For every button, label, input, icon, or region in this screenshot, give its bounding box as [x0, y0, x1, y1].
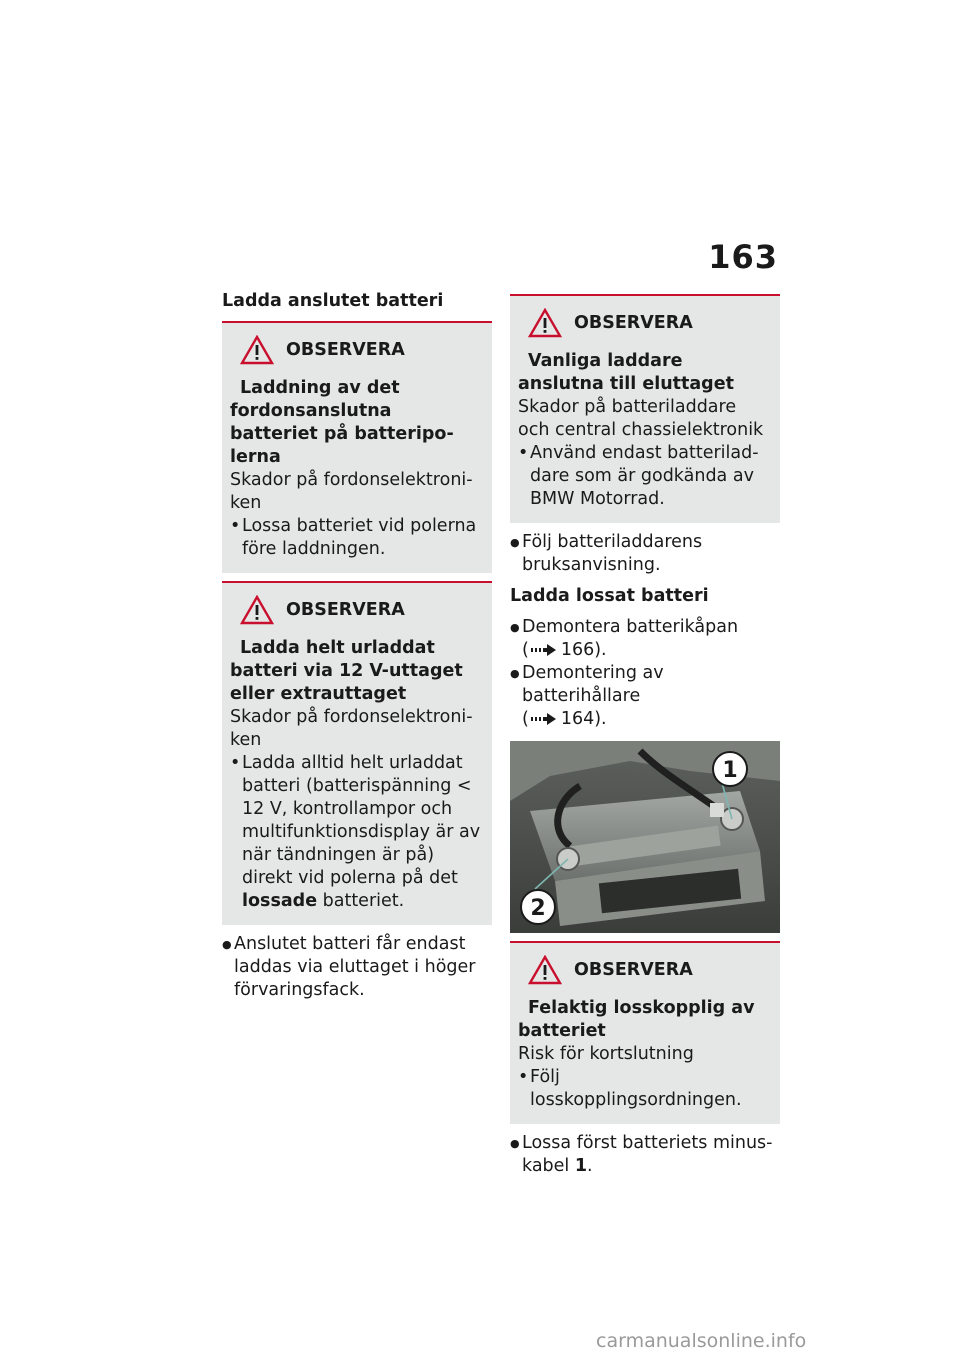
- step-text: Lossa först batteriets minuskabel: [522, 1133, 773, 1176]
- notice-box: [222, 581, 492, 925]
- notice-title: Laddning av det fordonsanslutna batteriet på batteripolerna: [230, 378, 454, 467]
- notice-text: Skador på fordonselektroniken: [230, 707, 473, 750]
- steps-list: [510, 1132, 780, 1178]
- step-text: Demontering av batterihållare: [522, 663, 664, 706]
- notice-list: [230, 515, 484, 561]
- notice-list-item: • Använd endast batteriladdare som är godkända av BMW Motorrad.: [518, 442, 772, 511]
- notice-text: Skador på batteriladdare och central chassielektronik: [518, 397, 764, 440]
- callout-reference: 1: [574, 1156, 588, 1176]
- right-column: [510, 294, 780, 1186]
- page-reference[interactable]: 164).: [560, 709, 607, 729]
- notice-box: [510, 941, 780, 1124]
- photo-callout-2: 2: [530, 896, 546, 921]
- notice-header: [240, 595, 484, 625]
- notice-label: OBSERVERA: [574, 312, 693, 333]
- section-heading-connected: Ladda anslutet batteri: [222, 291, 444, 311]
- notice-text: Risk för kortslutning: [518, 1044, 694, 1064]
- notice-text: Skador på fordonselektroniken: [230, 470, 473, 513]
- notice-box: [510, 294, 780, 523]
- notice-header: [240, 335, 484, 365]
- photo-callout-1: 1: [722, 758, 738, 783]
- step-item: ● Demontering av batterihållare ( 164).: [510, 662, 780, 731]
- section-heading-disconnected: Ladda lossat batteri: [510, 586, 709, 606]
- notice-header: [528, 955, 772, 985]
- warning-icon: [240, 335, 274, 365]
- page-reference-arrow-icon: [531, 644, 557, 656]
- emphasis-text: lossade: [242, 891, 318, 911]
- footer-watermark[interactable]: carmanualsonline.info: [596, 1330, 807, 1352]
- step-text: Demontera batterikåpan: [522, 617, 739, 637]
- notice-list: [230, 752, 484, 913]
- step-text-end: .: [587, 1156, 593, 1176]
- page-reference-arrow-icon: [531, 713, 557, 725]
- notice-label: OBSERVERA: [286, 599, 405, 620]
- battery-photo: [510, 741, 780, 933]
- step-item: ● Demontera batterikåpan ( 166).: [510, 616, 780, 662]
- page-number: 163: [708, 238, 778, 276]
- notice-box: [222, 321, 492, 573]
- notice-list: [518, 442, 772, 511]
- notice-list-item: • Följ losskopplingsordningen.: [518, 1066, 772, 1112]
- notice-title: Ladda helt urladdat batteri via 12 V-uttaget eller extrauttaget: [230, 638, 463, 704]
- notice-label: OBSERVERA: [574, 959, 693, 980]
- notice-label: OBSERVERA: [286, 339, 405, 360]
- notice-title: Vanliga laddare anslutna till eluttaget: [518, 351, 734, 394]
- notice-item-text: Ladda alltid helt urladdat batteri (batterispänning < 12 V, kontrollampor och multifunktionsdisplay är av när tändningen är på) direkt vid polerna på det: [242, 753, 481, 888]
- step-item: [510, 1132, 780, 1178]
- steps-list: [510, 616, 780, 731]
- notice-header: [528, 308, 772, 338]
- warning-icon: [528, 955, 562, 985]
- notice-list-item: [230, 752, 484, 913]
- page-reference[interactable]: 166).: [560, 640, 607, 660]
- warning-icon: [528, 308, 562, 338]
- notice-list-item: • Lossa batteriet vid polerna före laddningen.: [230, 515, 484, 561]
- notice-title: Felaktig losskopplig av batteriet: [518, 998, 755, 1041]
- steps-list: [510, 531, 780, 577]
- left-column: [222, 290, 492, 1010]
- step-item: ● Anslutet batteri får endast laddas via eluttaget i höger förvaringsfack.: [222, 933, 492, 1002]
- notice-item-text: batteriet.: [317, 891, 405, 911]
- steps-list: [222, 933, 492, 1002]
- step-item: ● Följ batteriladdarens bruksanvisning.: [510, 531, 780, 577]
- warning-icon: [240, 595, 274, 625]
- notice-list: [518, 1066, 772, 1112]
